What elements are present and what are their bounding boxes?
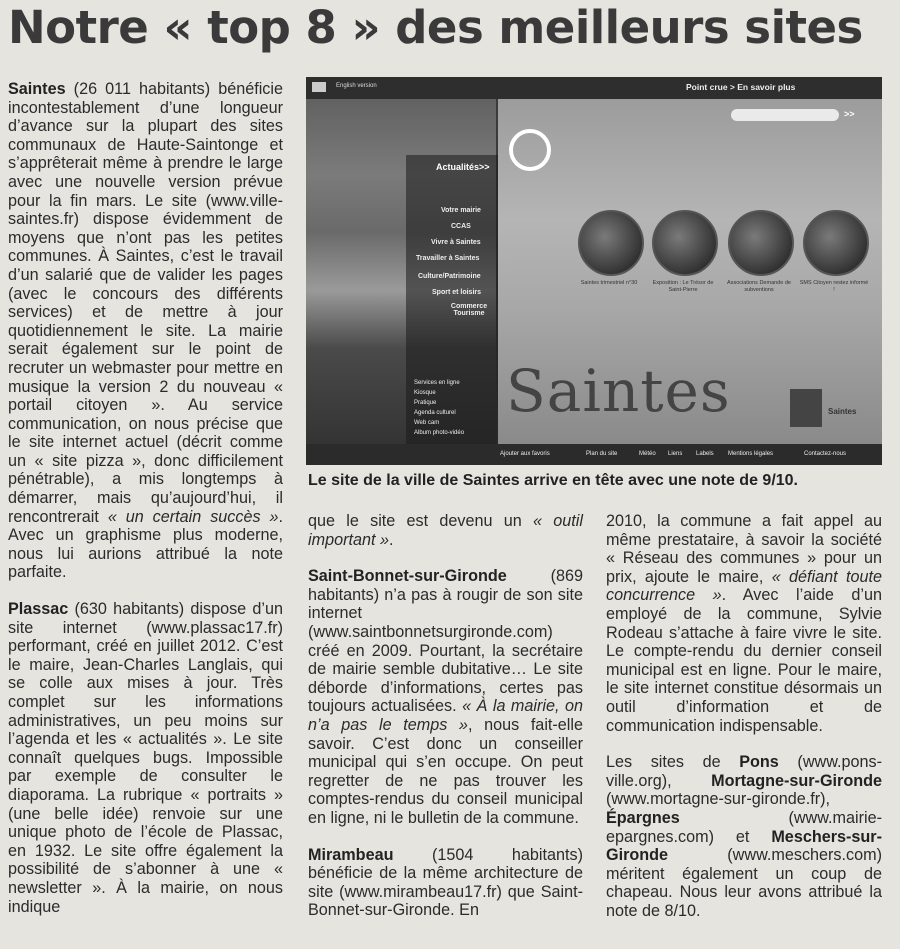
- news-thumbnail: [803, 210, 869, 276]
- magnifier-icon: [509, 129, 551, 171]
- text: , nous fait-elle savoir. C’est donc un conseiller municipal qui s’en occupe. On peut regretter de ne pas trouver les comptes-rendus du conseil municipal en ligne, ni le bulletin de la commune.: [308, 715, 583, 827]
- town-name: Mortagne-sur-Gironde: [711, 771, 882, 790]
- paragraph-other-sites: [606, 753, 882, 920]
- link-item: Pratique: [414, 400, 437, 406]
- news-thumbnail: [728, 210, 794, 276]
- link-item: Album photo-vidéo: [414, 430, 465, 436]
- link-item: Agenda culturel: [414, 410, 456, 416]
- footer-link: Contactez-nous: [804, 451, 847, 457]
- column-2: [308, 512, 583, 920]
- text: .: [388, 530, 394, 549]
- footer-link: Plan du site: [586, 451, 618, 457]
- town-name: Épargnes: [606, 808, 680, 827]
- photo-caption: Le site de la ville de Saintes arrive en tête avec une note de 9/10.: [308, 472, 798, 489]
- town-name: Plassac: [8, 600, 69, 619]
- town-name: Saintes: [8, 80, 66, 98]
- town-name: Meschers-sur-Gironde: [606, 827, 882, 865]
- website-screenshot: [306, 77, 882, 465]
- paragraph-saint-bonnet: [308, 567, 583, 827]
- flag-icon: [312, 82, 326, 92]
- quote: « un certain succès »: [107, 507, 279, 526]
- news-thumbnail: [578, 210, 644, 276]
- paragraph-saintes: [8, 80, 283, 582]
- column-1: [8, 80, 283, 916]
- headline: Notre « top 8 » des meilleurs sites: [8, 1, 863, 54]
- text: (www.pons-ville.org),: [606, 753, 882, 790]
- logo-text: Saintes: [828, 407, 857, 416]
- text: (869 habitants) n’a pas à rougir de son site internet (www.saintbonnetsurgironde.com) créé en 2009. Pourtant, la secrétaire de mairie semble dubitative… Le site déborde d’informations, certes pas toujours actualisées.: [308, 567, 583, 716]
- town-name: Saint-Bonnet-sur-Gironde: [308, 567, 507, 586]
- text: 2010, la commune a fait appel au même prestataire, à savoir la société « Réseau des communes » pour un prix, ajoute le maire,: [606, 512, 882, 586]
- link-item: Web cam: [414, 420, 440, 426]
- footer-link: Mentions légales: [728, 451, 774, 457]
- search-go: >>: [844, 109, 855, 119]
- footer-link: Ajouter aux favoris: [500, 451, 550, 457]
- menu-item: Culture/Patrimoine: [418, 273, 481, 280]
- quote: « À la mairie, on n’a pas le temps »: [308, 697, 583, 734]
- text: . Avec l’aide d’un employé de la commune, Sylvie Rodeau s’attache à faire vivre le site. Le compte-rendu du dernier conseil municipal est en ligne. Pour le maire, le site internet constitue désormais un outil d’information et de communication indispensable.: [606, 586, 882, 735]
- link-item: Kiosque: [414, 390, 436, 396]
- text: Les sites de: [606, 753, 740, 772]
- paragraph-plassac: [8, 600, 283, 916]
- menu-item: Sport et loisirs: [432, 289, 482, 296]
- quote: « outil important »: [308, 512, 583, 549]
- text: (26 011 habitants) bénéficie incontestablement d’une longueur d’avance sur la plupart des sites communaux de Haute-Saintonge et s’apprêterait même à prendre le large avec une nouvelle version prévue pour la fin mars. Le site (www.ville-saintes.fr) dispose évidemment de moyens que n’ont pas les petites communes. À Saintes, c’est le travail d’un salarié que de valider les pages (avec le concours des différents services) et de mettre à jour quotidiennement le site. La mairie serait également sur le point de recruter un webmaster pour mettre en musique la version 2 du nouveau « portail citoyen ». Au service communication, on nous précise que le site internet actuel (décrit comme un « site pizza », donc difficilement pénétrable), a mis longtemps à démarrer, mais qu’aujourd’hui, il rencontrerait: [8, 80, 283, 526]
- search-input: [731, 109, 839, 121]
- paragraph-continued: [308, 512, 583, 549]
- footer-link: Liens: [668, 451, 683, 457]
- text: (1504 habitants) bénéficie de la même architecture de site (www.mirambeau17.fr) que Saint-Bonnet-sur-Gironde. En: [308, 845, 583, 920]
- paragraph-mirambeau: [308, 846, 583, 920]
- text: (www.mortagne-sur-gironde.fr),: [606, 790, 830, 809]
- footer-link: Labels: [696, 451, 714, 457]
- saintes-wordmark: Saintes: [506, 357, 731, 425]
- actualites-label: Actualités>>: [436, 162, 490, 172]
- text: que le site est devenu un: [308, 512, 534, 530]
- site-topbar: [306, 77, 882, 99]
- footer-link: Météo: [639, 451, 656, 457]
- menu-item: Commerce Tourisme: [450, 303, 488, 317]
- town-name: Pons: [739, 753, 779, 772]
- menu-item: Vivre à Saintes: [431, 239, 481, 246]
- news-caption: Exposition : Le Trésor de Saint-Pierre: [652, 280, 714, 293]
- menu-item: Travailler à Saintes: [416, 255, 480, 262]
- menu-item: Votre mairie: [441, 207, 481, 214]
- text: . Avec un graphisme plus moderne, nous lui aurions attribué la note parfaite.: [8, 507, 284, 582]
- news-caption: SMS Citoyen restez informé !: [799, 280, 869, 293]
- link-item: Services en ligne: [414, 380, 460, 386]
- alert-link: Point crue > En savoir plus: [686, 82, 796, 92]
- text: (www.mairie-epargnes.com) et: [606, 808, 882, 846]
- news-caption: Saintes trimestriel n°30: [580, 280, 638, 286]
- menu-item: CCAS: [451, 223, 471, 230]
- text: (630 habitants) dispose d’un site internet (www.plassac17.fr) performant, créé en juillet 2012. C’est le maire, Jean-Charles Langlais, qui se colle aux mises à jour. Très complet sur les informations administratives, un peu moins sur l’agenda et les « actualités ». Le site connaît quelques bugs. Impossible par exemple de consulter le diaporama. La rubrique « portraits » (une belle idée) renvoie sur une unique photo de l’école de Plassac, en 1932. Le site offre également la possibilité de s’abonner à une « newsletter ». À la mairie, on nous indique: [8, 600, 283, 916]
- town-name: Mirambeau: [308, 845, 394, 864]
- quote: « défiant toute concurrence »: [606, 567, 883, 605]
- news-thumbnail: [652, 210, 718, 276]
- english-version-link: English version: [336, 83, 377, 89]
- city-logo: [790, 389, 822, 427]
- news-caption: Associations Demande de subventions: [727, 280, 791, 293]
- column-3: [606, 512, 882, 920]
- text: (www.meschers.com) méritent également un coup de chapeau. Nous leur avons attribué la note de 8/10.: [606, 846, 882, 920]
- site-footer: [306, 444, 882, 465]
- paragraph-mirambeau-continued: [606, 512, 882, 735]
